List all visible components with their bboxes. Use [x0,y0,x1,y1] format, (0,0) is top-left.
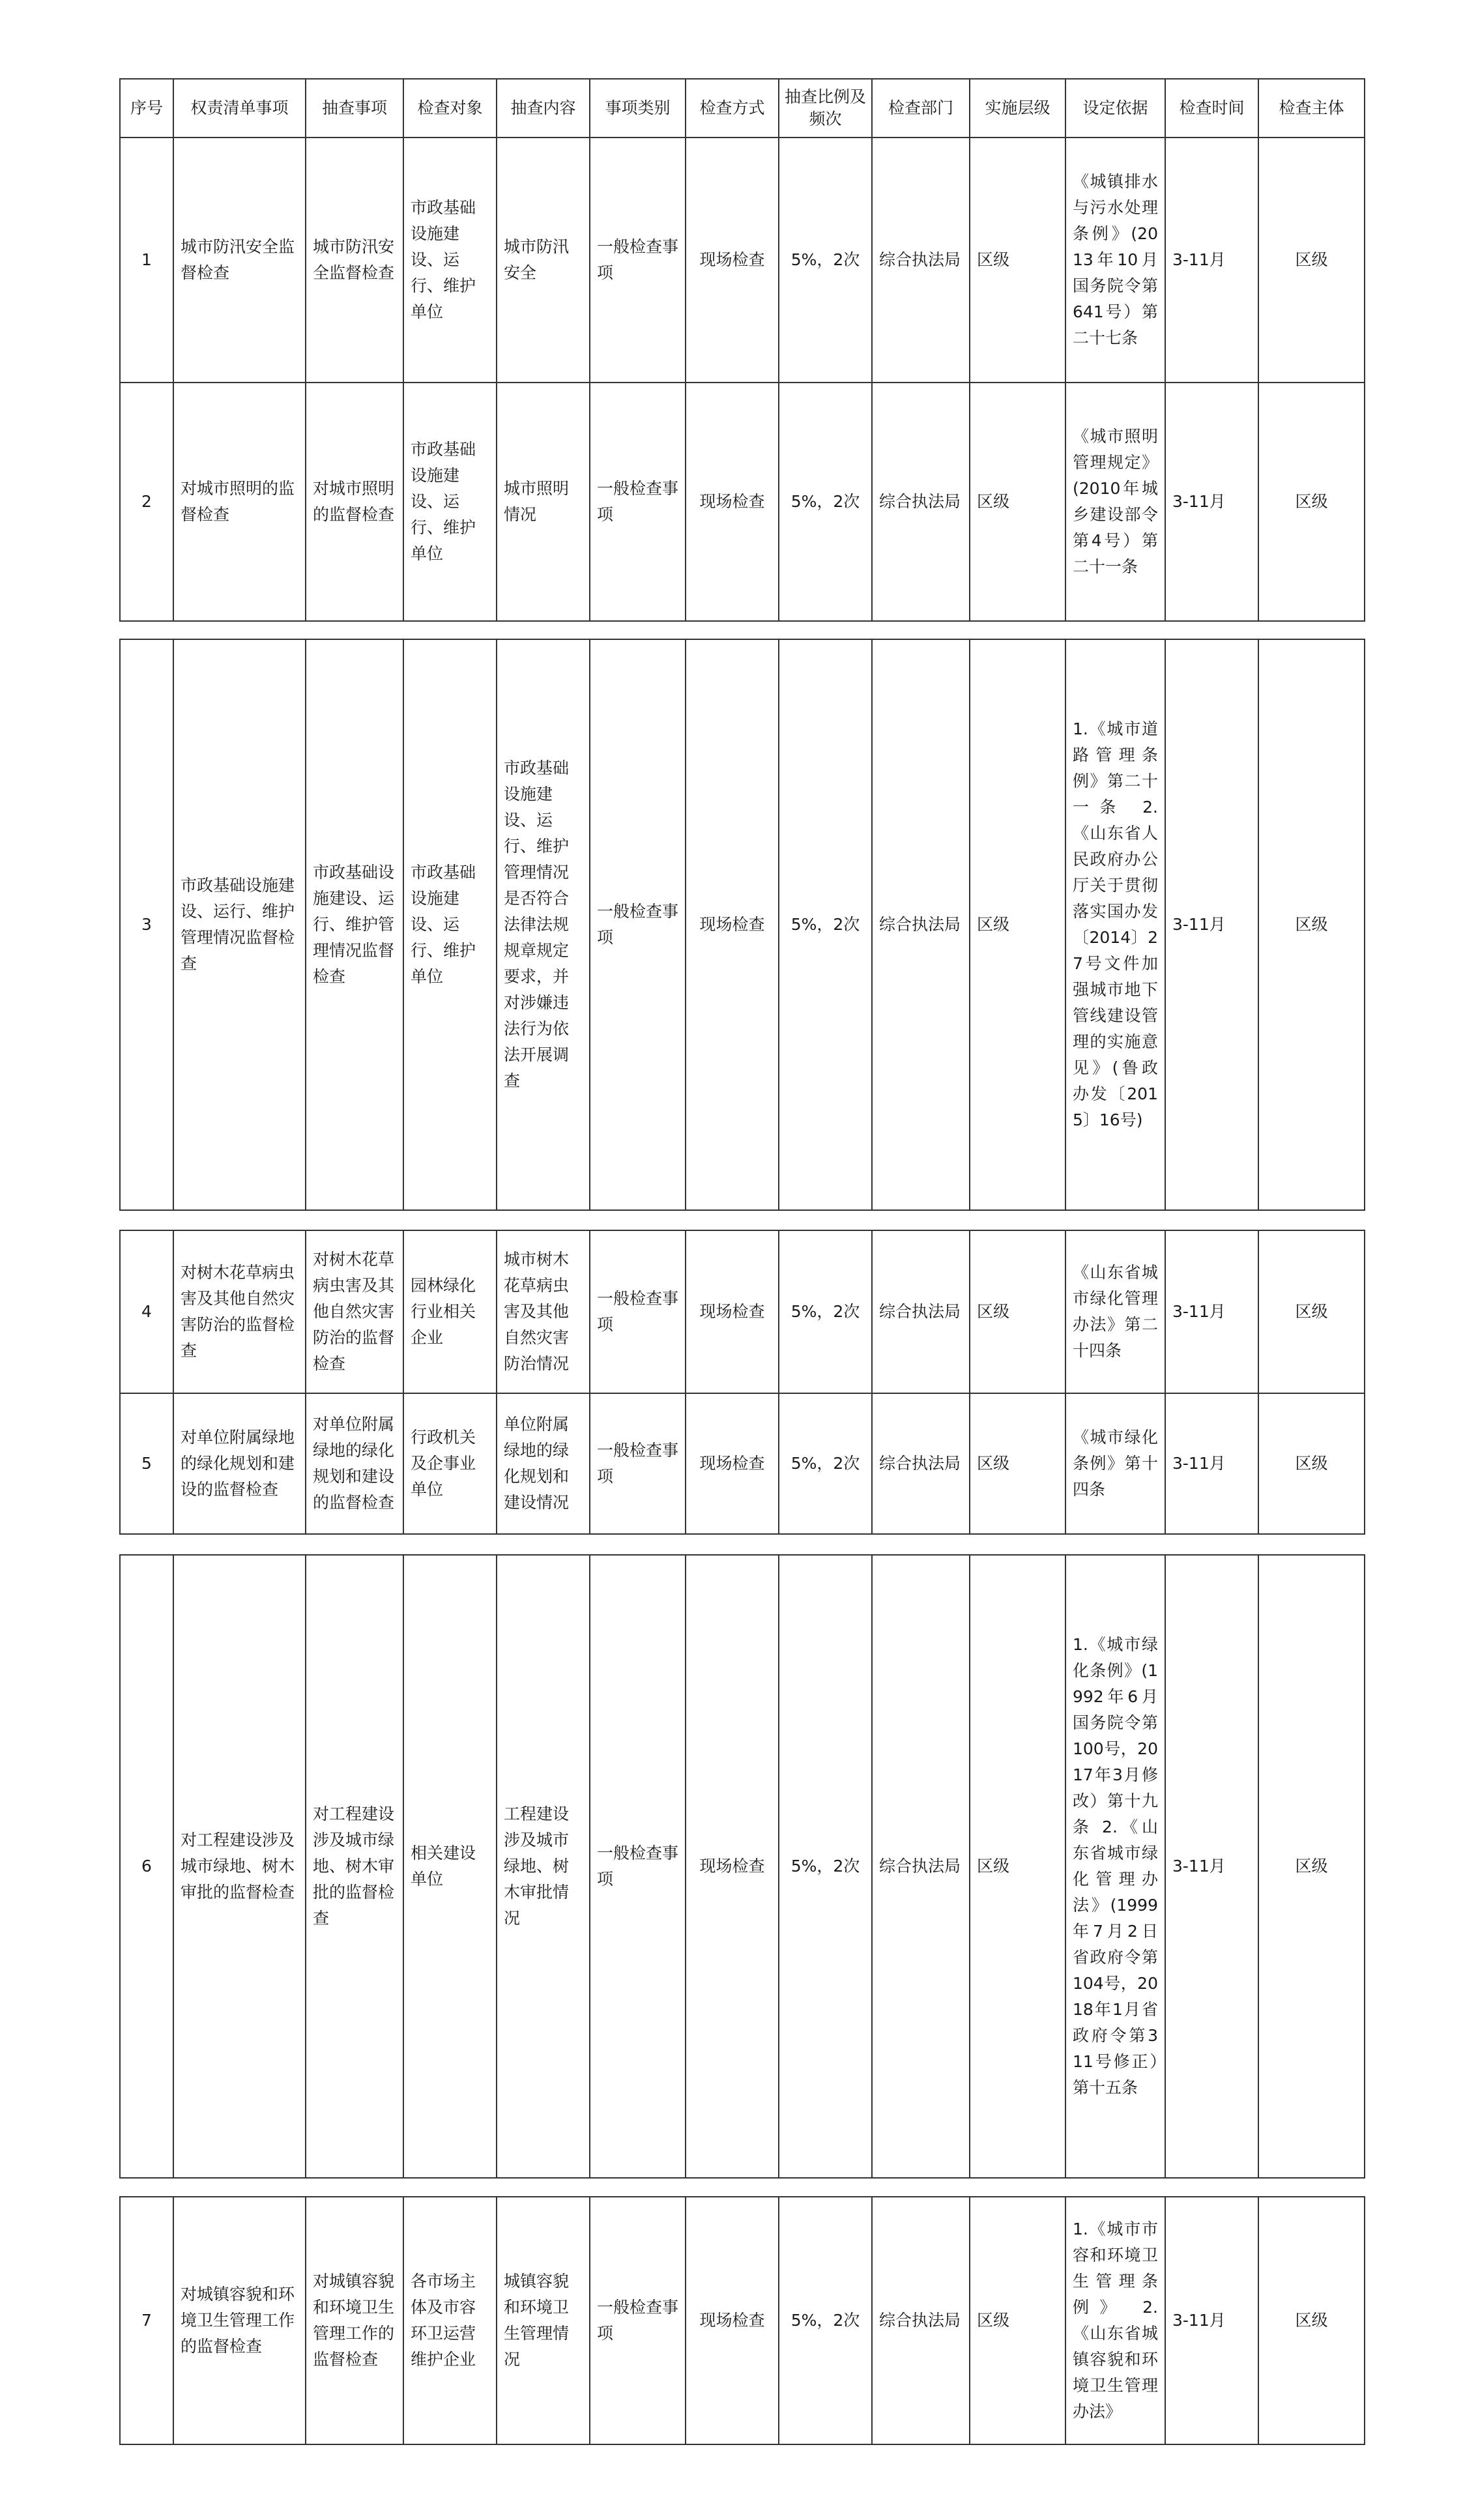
check-ratio: 5%，2次 [779,138,872,383]
legal-basis: 1.《城市市容和环境卫生管理条例》 2.《山东省城镇容貌和环境卫生管理办法》 [1065,2197,1165,2444]
check-department: 综合执法局 [872,138,970,383]
check-time: 3-11月 [1165,383,1258,621]
implementation-level: 区级 [970,138,1065,383]
check-time: 3-11月 [1165,138,1258,383]
inspection-table-section-2 [119,639,1365,1211]
check-method: 现场检查 [686,383,779,621]
header-cell: 实施层级 [970,79,1065,138]
check-subject: 区级 [1258,1230,1365,1393]
row-number: 7 [120,2197,173,2444]
check-ratio: 5%，2次 [779,1230,872,1393]
check-target: 相关建设单位 [403,1555,497,2178]
header-cell: 检查对象 [403,79,497,138]
check-target: 市政基础设施建设、运行、维护单位 [403,138,497,383]
check-department: 综合执法局 [872,383,970,621]
item-category: 一般检查事项 [590,639,686,1210]
implementation-level: 区级 [970,1230,1065,1393]
check-subject: 区级 [1258,383,1365,621]
check-item: 对单位附属绿地的绿化规划和建设的监督检查 [306,1393,403,1534]
item-category: 一般检查事项 [590,1393,686,1534]
implementation-level: 区级 [970,1555,1065,2178]
check-method: 现场检查 [686,1393,779,1534]
table-row [120,1393,1365,1534]
check-content: 单位附属绿地的绿化规划和建设情况 [497,1393,590,1534]
legal-basis: 《城市绿化条例》第十四条 [1065,1393,1165,1534]
header-cell: 抽查事项 [306,79,403,138]
inspection-table-section-4 [119,1554,1365,2179]
row-number: 1 [120,138,173,383]
responsibility-item: 对树木花草病虫害及其他自然灾害防治的监督检查 [173,1230,306,1393]
responsibility-item: 市政基础设施建设、运行、维护管理情况监督检查 [173,639,306,1210]
check-method: 现场检查 [686,2197,779,2444]
header-cell: 序号 [120,79,173,138]
responsibility-item: 城市防汛安全监督检查 [173,138,306,383]
header-cell: 抽查内容 [497,79,590,138]
item-category: 一般检查事项 [590,383,686,621]
check-ratio: 5%，2次 [779,2197,872,2444]
check-content: 城镇容貌和环境卫生管理情况 [497,2197,590,2444]
header-cell: 抽查比例及频次 [779,79,872,138]
legal-basis: 1.《城市道路管理条例》第二十一条 2.《山东省人民政府办公厅关于贯彻落实国办发〔2014〕27号文件加强城市地下管线建设管理的实施意见》(鲁政办发〔2015〕16号) [1065,639,1165,1210]
implementation-level: 区级 [970,1393,1065,1534]
check-ratio: 5%，2次 [779,1393,872,1534]
header-cell: 设定依据 [1065,79,1165,138]
table-row [120,639,1365,1210]
inspection-table-section-5 [119,2196,1365,2445]
check-item: 市政基础设施建设、运行、维护管理情况监督检查 [306,639,403,1210]
check-content: 城市树木花草病虫害及其他自然灾害防治情况 [497,1230,590,1393]
table-header-row [120,79,1365,138]
implementation-level: 区级 [970,639,1065,1210]
row-number: 4 [120,1230,173,1393]
row-number: 6 [120,1555,173,2178]
header-cell: 检查主体 [1258,79,1365,138]
check-item: 对工程建设涉及城市绿地、树木审批的监督检查 [306,1555,403,2178]
row-number: 5 [120,1393,173,1534]
responsibility-item: 对城市照明的监督检查 [173,383,306,621]
check-target: 市政基础设施建设、运行、维护单位 [403,639,497,1210]
check-time: 3-11月 [1165,2197,1258,2444]
check-item: 对树木花草病虫害及其他自然灾害防治的监督检查 [306,1230,403,1393]
legal-basis: 《城市照明管理规定》(2010年城乡建设部令第4号）第二十一条 [1065,383,1165,621]
check-subject: 区级 [1258,639,1365,1210]
check-time: 3-11月 [1165,1393,1258,1534]
check-method: 现场检查 [686,1230,779,1393]
check-target: 园林绿化行业相关企业 [403,1230,497,1393]
table-row [120,1230,1365,1393]
item-category: 一般检查事项 [590,1230,686,1393]
header-cell: 事项类别 [590,79,686,138]
item-category: 一般检查事项 [590,1555,686,2178]
check-ratio: 5%，2次 [779,383,872,621]
table-row [120,383,1365,621]
check-content: 城市照明情况 [497,383,590,621]
legal-basis: 《城镇排水与污水处理条例》(2013年10月国务院令第641号）第二十七条 [1065,138,1165,383]
item-category: 一般检查事项 [590,2197,686,2444]
check-ratio: 5%，2次 [779,1555,872,2178]
check-subject: 区级 [1258,1555,1365,2178]
check-method: 现场检查 [686,1555,779,2178]
legal-basis: 1.《城市绿化条例》(1992年6月国务院令第100号，2017年3月修改）第十九条 2.《山东省城市绿化管理办法》(1999年7月2日省政府令第104号，2018年1月省政府令第311号修正）第十五条 [1065,1555,1165,2178]
check-method: 现场检查 [686,138,779,383]
check-department: 综合执法局 [872,1555,970,2178]
header-cell: 权责清单事项 [173,79,306,138]
inspection-table-section-3 [119,1230,1365,1535]
check-subject: 区级 [1258,138,1365,383]
implementation-level: 区级 [970,2197,1065,2444]
check-subject: 区级 [1258,1393,1365,1534]
check-item: 城市防汛安全监督检查 [306,138,403,383]
check-content: 城市防汛安全 [497,138,590,383]
check-content: 工程建设涉及城市绿地、树木审批情况 [497,1555,590,2178]
check-item: 对城市照明的监督检查 [306,383,403,621]
table-row [120,138,1365,383]
table-row [120,1555,1365,2178]
check-time: 3-11月 [1165,639,1258,1210]
check-target: 各市场主体及市容环卫运营维护企业 [403,2197,497,2444]
check-time: 3-11月 [1165,1230,1258,1393]
check-time: 3-11月 [1165,1555,1258,2178]
row-number: 3 [120,639,173,1210]
header-cell: 检查部门 [872,79,970,138]
check-item: 对城镇容貌和环境卫生管理工作的监督检查 [306,2197,403,2444]
legal-basis: 《山东省城市绿化管理办法》第二十四条 [1065,1230,1165,1393]
row-number: 2 [120,383,173,621]
table-row [120,2197,1365,2444]
responsibility-item: 对工程建设涉及城市绿地、树木审批的监督检查 [173,1555,306,2178]
check-department: 综合执法局 [872,2197,970,2444]
item-category: 一般检查事项 [590,138,686,383]
check-department: 综合执法局 [872,1230,970,1393]
check-content: 市政基础设施建设、运行、维护管理情况是否符合法律法规规章规定要求，并对涉嫌违法行为依法开展调查 [497,639,590,1210]
implementation-level: 区级 [970,383,1065,621]
header-cell: 检查方式 [686,79,779,138]
inspection-table-section-1 [119,78,1365,622]
check-target: 行政机关及企事业单位 [403,1393,497,1534]
responsibility-item: 对城镇容貌和环境卫生管理工作的监督检查 [173,2197,306,2444]
responsibility-item: 对单位附属绿地的绿化规划和建设的监督检查 [173,1393,306,1534]
check-subject: 区级 [1258,2197,1365,2444]
check-ratio: 5%，2次 [779,639,872,1210]
check-method: 现场检查 [686,639,779,1210]
header-cell: 检查时间 [1165,79,1258,138]
check-target: 市政基础设施建设、运行、维护单位 [403,383,497,621]
check-department: 综合执法局 [872,639,970,1210]
check-department: 综合执法局 [872,1393,970,1534]
